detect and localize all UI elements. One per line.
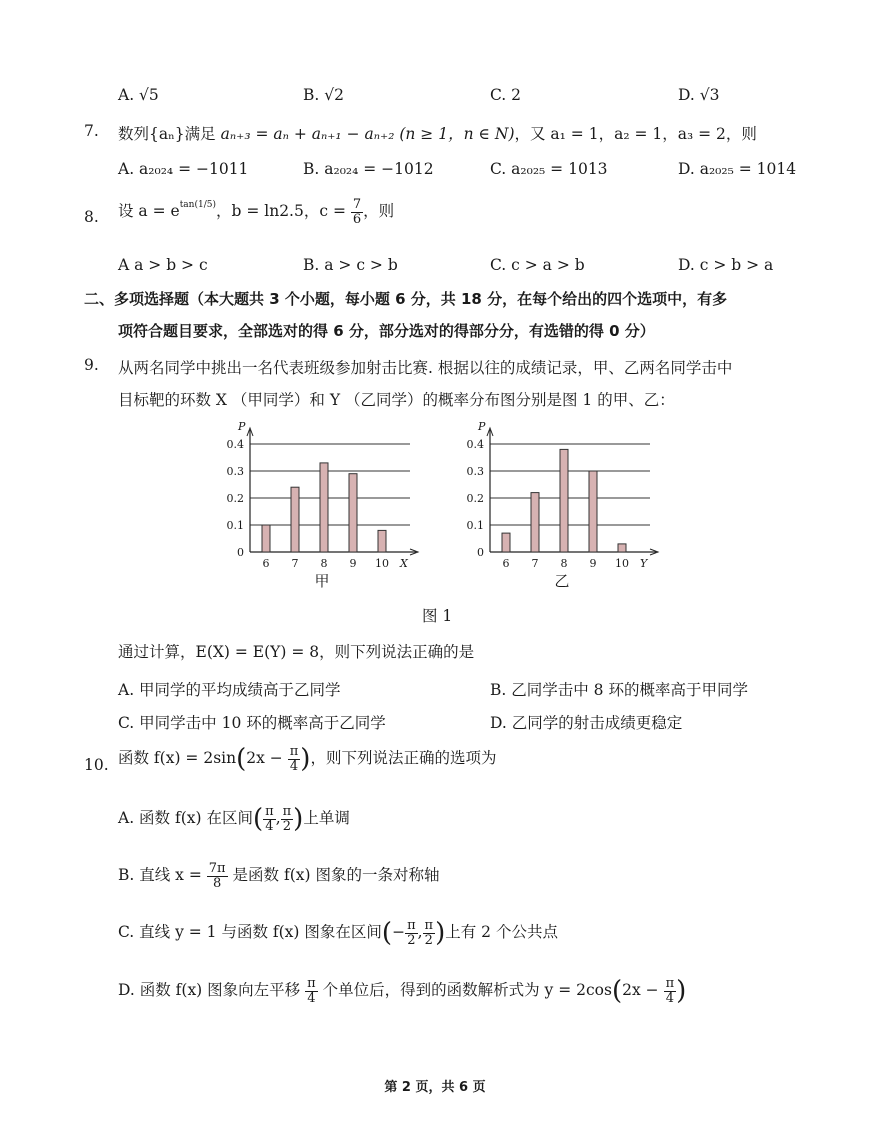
q10-a-paren-close: ): [293, 804, 304, 834]
q10-a-paren-open: (: [252, 804, 264, 834]
q10-b-post: 是函数 f(x) 图象的一条对称轴: [232, 866, 440, 885]
chart-yi: [460, 420, 660, 600]
q10-option-c: [118, 918, 558, 948]
q10-b-den: 8: [213, 875, 222, 891]
q10-b-pre: B. 直线 x =: [118, 866, 202, 885]
x-tick-label: 6: [502, 557, 510, 570]
q7-option-c: C. a₂₀₂₅ = 1013: [490, 160, 608, 178]
q10-a-frac2: [281, 805, 294, 833]
bar-10: [378, 530, 386, 552]
chart-title: 甲: [314, 572, 330, 590]
q9-option-d: D. 乙同学的射击成绩更稳定: [490, 714, 683, 732]
y-axis-label: P: [478, 420, 486, 433]
section2-heading-line1: 二、多项选择题（本大题共 3 个小题，每小题 6 分，共 18 分，在每个给出的四个选项中，有多: [84, 290, 728, 308]
q8-option-b: B. a > c > b: [303, 256, 398, 274]
q7-stem: [118, 122, 757, 144]
q10-c-frac1: [405, 919, 418, 947]
q10-option-b: [118, 862, 439, 890]
x-tick-label: 6: [262, 557, 270, 570]
q10-number: 10.: [84, 756, 109, 774]
q10-stem-pre: 函数 f(x) = 2sin: [118, 749, 237, 767]
q10-d-pre: D. 函数 f(x) 图象向左平移: [118, 981, 301, 999]
q8-option-d: D. c > b > a: [678, 256, 774, 274]
q10-d-frac1: [305, 977, 318, 1005]
q8-number: 8.: [84, 208, 99, 226]
section2-heading-line2: 项符合题目要求，全部选对的得 6 分，部分选对的得部分分，有选错的得 0 分）: [118, 322, 655, 340]
x-tick-label: 7: [531, 557, 539, 570]
q10-stem-post: ，则下列说法正确的选项为: [310, 749, 497, 767]
q10-c-frac2-num: π: [424, 917, 434, 933]
q10-d-frac1-num: π: [307, 975, 316, 991]
x-tick-label: 9: [589, 557, 597, 570]
y-tick-label: 0: [237, 546, 244, 559]
q9-number: 9.: [84, 356, 99, 374]
x-axis-label: Y: [640, 557, 648, 570]
q9-option-c: C. 甲同学击中 10 环的概率高于乙同学: [118, 714, 386, 732]
q10-a-comma: ,: [275, 809, 281, 827]
x-tick-label: 10: [615, 557, 629, 570]
q9-option-b: B. 乙同学击中 8 环的概率高于甲同学: [490, 681, 748, 699]
q10-c-post: 上有 2 个公共点: [445, 923, 558, 941]
q6-option-d: D. √3: [678, 86, 720, 104]
q10-a-pre: A. 函数 f(x) 在区间: [118, 809, 253, 827]
chart-jia: [220, 420, 420, 600]
q10-stem: [118, 744, 496, 774]
q10-d-inner: 2x −: [622, 981, 659, 999]
q10-a-post: 上单调: [303, 809, 350, 827]
q8-stem-end: ，则: [363, 202, 395, 221]
q10-a-frac1: [263, 805, 276, 833]
q10-d-frac2-den: 4: [665, 990, 674, 1006]
q10-stem-inner: 2x −: [246, 749, 283, 767]
bar-6: [502, 533, 510, 552]
q10-option-a: [118, 804, 350, 834]
q8-c-fraction: [351, 198, 363, 226]
x-tick-label: 8: [560, 557, 568, 570]
x-tick-label: 8: [320, 557, 328, 570]
q9-calc-text: 通过计算，E(X) = E(Y) = 8，则下列说法正确的是: [118, 643, 475, 661]
q6-option-a: A. √5: [118, 86, 159, 104]
bar-6: [262, 525, 270, 552]
q9-line2: 目标靶的环数 X （甲同学）和 Y （乙同学）的概率分布图分别是图 1 的甲、乙：: [118, 391, 675, 409]
q10-option-d: [118, 976, 686, 1006]
x-tick-label: 9: [349, 557, 357, 570]
page-footer: 第 2 页，共 6 页: [384, 1080, 486, 1095]
q10-c-comma: ,: [417, 923, 423, 941]
bar-9: [589, 471, 597, 552]
bar-7: [291, 487, 299, 552]
bar-7: [531, 493, 539, 552]
x-tick-label: 10: [375, 557, 389, 570]
q10-c-frac1-num: π: [407, 917, 416, 933]
figure-caption: 图 1: [422, 607, 453, 625]
q7-stem-pre: 数列{aₙ}满足: [118, 125, 216, 143]
q10-four: 4: [289, 758, 299, 774]
q10-c-frac2-den: 2: [424, 932, 433, 948]
q10-d-frac2-num: π: [665, 975, 675, 991]
y-axis-label: P: [238, 420, 246, 433]
q6-option-c: C. 2: [490, 86, 522, 104]
q10-c-neg: −: [392, 923, 406, 941]
y-tick-label: 0.3: [466, 465, 484, 478]
bar-8: [320, 463, 328, 552]
q10-c-pre: C. 直线 y = 1 与函数 f(x) 图象在区间: [118, 923, 382, 941]
q8-stem-b: ，b = ln2.5，c =: [215, 202, 346, 221]
bar-9: [349, 474, 357, 552]
q8-option-c: C. c > a > b: [490, 256, 585, 274]
q9-line1: 从两名同学中挑出一名代表班级参加射击比赛. 根据以往的成绩记录，甲、乙两名同学击中: [118, 359, 733, 377]
q10-a-frac1-den: 4: [265, 818, 274, 834]
q10-a-frac2-den: 2: [282, 818, 292, 834]
q9-option-a: A. 甲同学的平均成绩高于乙同学: [118, 681, 341, 699]
q10-a-frac1-num: π: [265, 803, 274, 819]
q10-b-frac: [207, 862, 228, 890]
q7-stem-formula: aₙ₊₃ = aₙ + aₙ₊₁ − aₙ₊₂ (n ≥ 1，n ∈ N): [220, 125, 515, 143]
q10-paren-close: ): [300, 744, 311, 774]
q7-option-b: B. a₂₀₂₄ = −1012: [303, 160, 434, 178]
q10-b-num: 7π: [208, 861, 226, 876]
q8-c-den: 6: [352, 211, 362, 227]
q10-pi-over-4: [288, 745, 301, 773]
q10-c-paren-close: ): [435, 918, 446, 948]
x-axis-label: X: [400, 557, 408, 570]
q10-d-frac2: [664, 977, 677, 1005]
bar-8: [560, 449, 568, 552]
q10-pi: π: [289, 743, 299, 759]
q10-d-frac1-den: 4: [307, 990, 316, 1006]
q8-option-a: A a > b > c: [118, 256, 208, 274]
q7-option-a: A. a₂₀₂₄ = −1011: [118, 160, 249, 178]
q10-a-frac2-num: π: [282, 803, 292, 819]
q10-d-paren-open: (: [611, 976, 623, 1006]
y-tick-label: 0.4: [226, 438, 244, 451]
q7-option-d: D. a₂₀₂₅ = 1014: [678, 160, 797, 178]
y-tick-label: 0.1: [466, 519, 484, 532]
y-tick-label: 0: [477, 546, 484, 559]
y-tick-label: 0.2: [226, 492, 244, 505]
chart-title: 乙: [554, 572, 570, 590]
q10-paren-open: (: [236, 744, 247, 774]
y-tick-label: 0.4: [466, 438, 484, 451]
q8-stem: [118, 198, 394, 226]
q10-c-frac2: [423, 919, 436, 947]
q6-option-b: B. √2: [303, 86, 344, 104]
q7-stem-post: ，又 a₁ = 1，a₂ = 1，a₃ = 2，则: [514, 125, 757, 143]
y-tick-label: 0.1: [226, 519, 244, 532]
y-tick-label: 0.2: [466, 492, 484, 505]
q10-d-mid: 个单位后，得到的函数解析式为 y = 2cos: [322, 981, 612, 999]
q8-c-num: 7: [352, 197, 362, 212]
q10-c-frac1-den: 2: [407, 932, 416, 948]
bar-10: [618, 544, 626, 552]
x-tick-label: 7: [291, 557, 299, 570]
q8-stem-exp: tan(1/5): [179, 200, 216, 211]
q10-d-paren-close: ): [676, 976, 687, 1006]
q8-stem-a: 设 a = e: [118, 202, 180, 221]
q10-c-paren-open: (: [381, 918, 393, 948]
q7-number: 7.: [84, 122, 99, 140]
y-tick-label: 0.3: [226, 465, 244, 478]
